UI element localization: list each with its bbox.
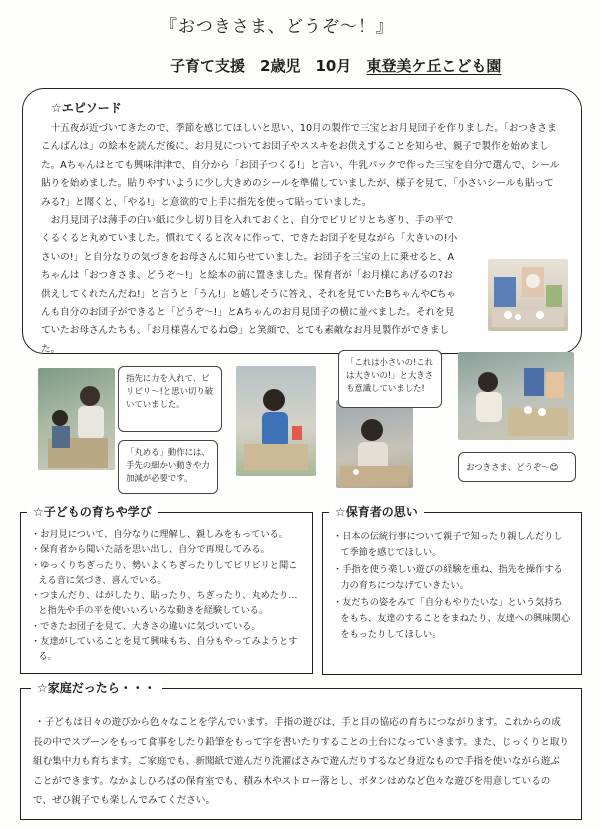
home-heading: ☆家庭だったら・・・ — [31, 679, 162, 696]
growth-box — [20, 505, 313, 674]
caption-bubble-tearing — [118, 366, 222, 432]
episode-photo-illustration — [488, 259, 568, 331]
caption-offering-text: おつきさま、どうぞ～😊 — [466, 462, 559, 472]
growth-item: ・できたお団子を見て、大きさの違いに気づいている。 — [31, 620, 261, 632]
growth-item: ・友達がしていることを見て興味もち、自分もやってみようとする。 — [31, 636, 298, 663]
photo-comparing-sizes — [336, 400, 413, 488]
episode-paragraph-2: お月見団子は薄手の白い紙に少し切り目を入れておくと、自分でビリビリとちぎり、手の平でくるくると丸めていました。慣れてくると次々に作って、できたお団子を見ながら「大きいの!小さいの!」と自分なりの気づきをお母さんに知らせていました。お団子を三宝の上に乗せると、Aちゃんは「おつきさま、どうぞ～!」と絵本の前に置きました。保育者が「お月様にあげるの?お供えしてくれたんだね!」と言うと「うん!」と嬉しそうに答え、それを見ていたBちゃんやCちゃんも自分のお団子ができると「どうぞ～!」とAちゃんのお月見団子の横に並べました。それを見ていたお母さんたちも、「お月様喜んでるね😊」と笑顔で、とても素敵なお月見製作ができました。 — [41, 215, 458, 355]
caption-bubble-sizes — [338, 350, 442, 408]
growth-heading: ☆子どもの育ちや学び — [27, 503, 158, 520]
caption-bubble-rolling — [118, 440, 218, 494]
teacher-box — [322, 505, 582, 675]
caption-sizes-text: 「これは小さいの!これは大きいの!」と大きさも意識していました! — [346, 357, 434, 393]
growth-item: ・お月見について、自分なりに理解し、親しみをもっている。 — [31, 529, 288, 540]
page-title: 『おつきさま、どうぞ～！』 — [160, 17, 394, 37]
home-text: ・子どもは日々の遊びから色々なことを学んでいます。手指の遊びは、手と目の協応の育ちにつながります。これからの成長の中でスプーンをもって食事をしたり鉛筆をもって字を書いたりすることの土台になっていきます。また、じっくりと取り組む集中力も育ちます。ご家庭でも、新聞紙で遊んだり洗濯ばさみで遊んだりするなど身近なもので手指を使いながら遊ぶことができます。なかよしひろばの保育室でも、積み木やストロー落とし、ボタンはめなど色々な遊びを用意しているので、ぜひ親子でも楽しんでみてください。 — [33, 717, 570, 807]
caption-rolling-text: 「丸める」動作には、手先の細かい動きや力加減が必要です。 — [126, 447, 210, 483]
caption-bubble-offering — [458, 452, 576, 482]
school-name: 東登美ケ丘こども園 — [366, 57, 502, 75]
photo-offering — [458, 352, 574, 440]
home-box — [20, 681, 582, 820]
caption-tearing-text: 指先に力を入れて、ビリビリ～!と思い切り破いていました。 — [126, 373, 214, 409]
photo-offering-illustration — [458, 352, 574, 440]
growth-item: ・つまんだり、はがしたり、貼ったり、ちぎったり、丸めたり…と指先や手の平を使いいろいろな動きを経験している。 — [31, 590, 298, 617]
teacher-item: ・手指を使う楽しい遊びの経験を重ね、指先を操作する力の育ちにつなげていきたい。 — [333, 563, 563, 592]
photo-tearing-paper — [38, 368, 115, 470]
page-subtitle — [170, 55, 501, 76]
growth-list — [31, 527, 302, 665]
teacher-item: ・友だちの姿をみて「自分もやりたいな」という気持ちをもち、友達のすることをまねたり、友達への興味関心をもったりしてほしい。 — [333, 596, 571, 641]
episode-heading: ☆エピソード — [51, 101, 122, 115]
teacher-heading: ☆保育者の思い — [329, 503, 424, 520]
photo-tearing-illustration — [38, 368, 115, 470]
photo-standing-illustration — [236, 366, 316, 476]
episode-photo-books — [488, 259, 568, 331]
teacher-list — [333, 529, 571, 644]
photo-comparing-illustration — [336, 400, 413, 488]
growth-item: ・ゆっくりちぎったり、勢いよくちぎったりしてビリビリと聞こえる音に気づき、喜んでいる。 — [31, 559, 298, 586]
teacher-item: ・日本の伝統行事について親子で知ったり親しんだりして季節を感じてほしい。 — [333, 531, 563, 559]
growth-item: ・保育者から聞いた話を思い出し、自分で再現してみる。 — [31, 544, 270, 556]
episode-box — [22, 88, 582, 354]
episode-paragraph-1: 十五夜が近づいてきたので、季節を感じてほしいと思い、10月の製作で三宝とお月見団子を作りました。「おつきさまこんばんは」の絵本を読んだ後に、お月見についてお団子やススキをお供えすることを知らせ、親子で製作を始めました。Aちゃんはとても興味津津で、自分から「お団子つくる!」と言い、牛乳パックで作った三宝を自分で選んで、シール貼りを始めました。貼りやすいように少し大きめのシールを準備していましたが、様子を見て、「小さいシールも貼ってみる?」と聞くと、「やる!」と意欲的で上手に指先を使って貼っていました。 — [41, 123, 560, 208]
photo-child-standing — [236, 366, 316, 476]
subtitle-class-info: 子育て支援 2歳児 10月 — [170, 57, 367, 75]
